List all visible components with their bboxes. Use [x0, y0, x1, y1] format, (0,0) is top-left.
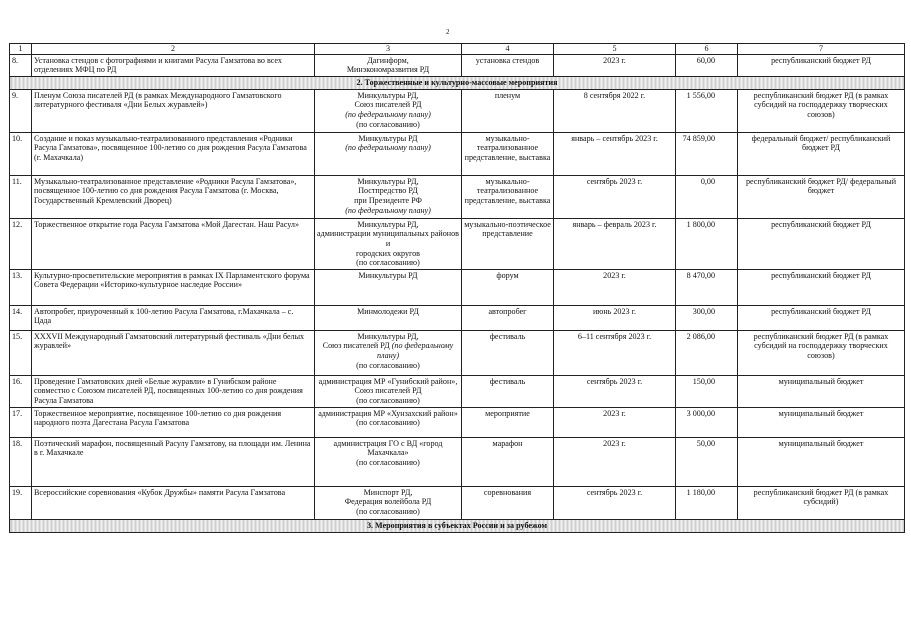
event-amount: 8 470,00 [676, 269, 738, 305]
event-amount: 150,00 [676, 375, 738, 407]
funding-source: республиканский бюджет РД [738, 218, 905, 269]
funding-source: республиканский бюджет РД [738, 305, 905, 330]
event-amount: 50,00 [676, 437, 738, 486]
event-form: музыкально-театрализованное представление, выставка [462, 175, 554, 218]
executor-line: (по согласованию) [356, 506, 420, 516]
row-number: 16. [10, 375, 32, 407]
page-number: 2 [446, 28, 450, 36]
row-number: 8. [10, 54, 32, 76]
event-date: сентябрь 2023 г. [554, 486, 676, 519]
funding-source: муниципальный бюджет [738, 407, 905, 437]
header-cell: 6 [676, 44, 738, 55]
executor-line: Минкультуры РД [358, 270, 418, 280]
table-row [10, 486, 905, 519]
row-number: 12. [10, 218, 32, 269]
executor-line: Минэкономразвития РД [346, 65, 430, 75]
event-name: Музыкально-театрализованное представление «Родники Расула Гамзатова», посвященное 100-летию со дня рождения Расула Гамзатова (г. Москва, Государственный Кремлевский Дворец) [32, 175, 315, 218]
event-form: музыкально-театрализованное представление, выставка [462, 132, 554, 175]
executor-cell [315, 330, 462, 375]
event-date: 6–11 сентября 2023 г. [554, 330, 676, 375]
executor-line: (по согласованию) [356, 119, 420, 129]
event-form: марафон [462, 437, 554, 486]
table-row [10, 175, 905, 218]
event-amount: 1 180,00 [676, 486, 738, 519]
row-number: 11. [10, 175, 32, 218]
event-form: автопробег [462, 305, 554, 330]
executor-note: (по федеральному плану) [345, 205, 431, 215]
funding-source: республиканский бюджет РД/ федеральный бюджет [738, 175, 905, 218]
event-name: Проведение Гамзатовских дней «Белые журавли» в Гунибском районе совместно с Союзом писателей РД, посвященных 100-летию со дня рождения Расула Гамзатова [32, 375, 315, 407]
executor-line: Минкультуры РД, [357, 219, 419, 229]
executor-note: (по федеральному плану) [345, 143, 431, 153]
executor-cell [315, 407, 462, 437]
table-row [10, 54, 905, 76]
header-cell: 3 [315, 44, 462, 55]
event-date: 2023 г. [554, 407, 676, 437]
event-form: мероприятие [462, 407, 554, 437]
table-row [10, 269, 905, 305]
funding-source: республиканский бюджет РД (в рамках субсидий на господдержку творческих союзов) [738, 89, 905, 132]
row-number: 18. [10, 437, 32, 486]
row-number: 14. [10, 305, 32, 330]
executor-line: Минкультуры РД, [357, 90, 419, 100]
event-date: 2023 г. [554, 437, 676, 486]
executor-line: администрации муниципальных районов и [317, 229, 459, 248]
event-name: Всероссийские соревнования «Кубок Дружбы» памяти Расула Гамзатова [32, 486, 315, 519]
executor-line [317, 341, 459, 360]
executor-line: администрация ГО с ВД «город [333, 438, 443, 448]
row-number: 15. [10, 330, 32, 375]
executor-note: (по федеральному плану) [345, 109, 431, 119]
executor-line: Минкультуры РД [358, 133, 418, 143]
table-row [10, 407, 905, 437]
event-date: январь – сентябрь 2023 г. [554, 132, 676, 175]
executor-cell [315, 89, 462, 132]
event-date: январь – февраль 2023 г. [554, 218, 676, 269]
executor-cell [315, 437, 462, 486]
executor-line: (по согласованию) [356, 360, 420, 370]
row-number: 17. [10, 407, 32, 437]
event-name: Установка стендов с фотографиями и книгами Расула Гамзатова во всех отделениях МФЦ по РД [32, 54, 315, 76]
table-row [10, 132, 905, 175]
event-form: пленум [462, 89, 554, 132]
executor-line: Дагинформ, [367, 55, 409, 65]
header-cell: 2 [32, 44, 315, 55]
event-amount: 3 000,00 [676, 407, 738, 437]
event-amount: 1 800,00 [676, 218, 738, 269]
event-date: 8 сентября 2022 г. [554, 89, 676, 132]
executor-line: Постпредство РД [358, 186, 418, 196]
event-date: 2023 г. [554, 269, 676, 305]
header-row [10, 44, 905, 55]
row-number: 19. [10, 486, 32, 519]
row-number: 9. [10, 89, 32, 132]
event-name: Поэтический марафон, посвященный Расулу Гамзатову, на площади им. Ленина в г. Махачкале [32, 437, 315, 486]
executor-cell [315, 132, 462, 175]
executor-cell [315, 175, 462, 218]
event-name: Создание и показ музыкально-театрализованного представления «Родники Расула Гамзатова», посвященное 100-летию со дня рождения Расула Гамзатова (г. Махачкала) [32, 132, 315, 175]
executor-cell [315, 269, 462, 305]
funding-source: муниципальный бюджет [738, 437, 905, 486]
event-form: фестиваль [462, 375, 554, 407]
table-body [10, 44, 905, 533]
executor-line: (по согласованию) [356, 457, 420, 467]
section-row [10, 76, 905, 89]
event-amount: 0,00 [676, 175, 738, 218]
executor-line: (по согласованию) [356, 395, 420, 405]
executor-line: городских округов [355, 248, 421, 258]
executor-line: Минкультуры РД, [357, 331, 419, 341]
table-row [10, 305, 905, 330]
events-table [9, 43, 905, 533]
executor-line: Махачкала» [367, 448, 409, 458]
executor-cell [315, 54, 462, 76]
event-form: музыкально-поэтическое представление [462, 218, 554, 269]
event-name: Культурно-просветительские мероприятия в рамках IX Парламентского форума Совета Федерации «Историко-культурное наследие России» [32, 269, 315, 305]
event-amount: 74 859,00 [676, 132, 738, 175]
funding-source: муниципальный бюджет [738, 375, 905, 407]
event-name: Торжественное мероприятие, посвященное 100-летию со дня рождения народного поэта Дагестана Расула Гамзатова [32, 407, 315, 437]
section-row [10, 519, 905, 532]
executor-line: при Президенте РФ [354, 195, 422, 205]
event-amount: 2 086,00 [676, 330, 738, 375]
funding-source: республиканский бюджет РД [738, 269, 905, 305]
executor-line: Федерация волейбола РД [344, 497, 432, 507]
executor-line: (по согласованию) [356, 418, 420, 428]
executor-text: Союз писателей РД [322, 341, 392, 351]
executor-cell [315, 486, 462, 519]
event-date: сентябрь 2023 г. [554, 175, 676, 218]
executor-line: Минкультуры РД, [357, 176, 419, 186]
event-amount: 60,00 [676, 54, 738, 76]
header-cell: 1 [10, 44, 32, 55]
row-number: 13. [10, 269, 32, 305]
event-name: Пленум Союза писателей РД (в рамках Международного Гамзатовского литературного фестиваля «Дни Белых журавлей») [32, 89, 315, 132]
executor-line: (по согласованию) [356, 258, 420, 268]
funding-source: республиканский бюджет РД [738, 54, 905, 76]
section-title: 2. Торжественные и культурно-массовые мероприятия [10, 76, 905, 89]
executor-cell [315, 305, 462, 330]
executor-line: Минмолодежи РД [357, 306, 419, 316]
table-row [10, 437, 905, 486]
executor-line: администрация МР «Гунибский район», [318, 376, 458, 386]
event-form: фестиваль [462, 330, 554, 375]
row-number: 10. [10, 132, 32, 175]
header-cell: 7 [738, 44, 905, 55]
event-form: форум [462, 269, 554, 305]
table-row [10, 375, 905, 407]
header-cell: 5 [554, 44, 676, 55]
section-title: 3. Мероприятия в субъектах России и за рубежом [10, 519, 905, 532]
event-amount: 300,00 [676, 305, 738, 330]
event-date: сентябрь 2023 г. [554, 375, 676, 407]
event-form: установка стендов [462, 54, 554, 76]
event-form: соревнования [462, 486, 554, 519]
event-name: Автопробег, приуроченный к 100-летию Расула Гамзатова, г.Махачкала – с. Цада [32, 305, 315, 330]
event-name: Торжественное открытие года Расула Гамзатова «Мой Дагестан. Наш Расул» [32, 218, 315, 269]
event-name: XXXVII Международный Гамзатовский литературный фестиваль «Дни белых журавлей» [32, 330, 315, 375]
executor-cell [315, 375, 462, 407]
executor-note: (по федеральному плану) [376, 341, 454, 360]
table-row [10, 330, 905, 375]
event-date: июнь 2023 г. [554, 305, 676, 330]
executor-line: Минспорт РД, [363, 487, 413, 497]
executor-line: администрация МР «Хунзахский район» [318, 408, 458, 418]
event-amount: 1 556,00 [676, 89, 738, 132]
table-row [10, 89, 905, 132]
funding-source: республиканский бюджет РД (в рамках субсидий на господдержку творческих союзов) [738, 330, 905, 375]
executor-line: Союз писателей РД [354, 386, 422, 396]
event-date: 2023 г. [554, 54, 676, 76]
executor-cell [315, 218, 462, 269]
funding-source: республиканский бюджет РД (в рамках субсидий) [738, 486, 905, 519]
executor-line: Союз писателей РД [354, 100, 422, 110]
funding-source: федеральный бюджет/ республиканский бюджет РД [738, 132, 905, 175]
header-cell: 4 [462, 44, 554, 55]
table-row [10, 218, 905, 269]
